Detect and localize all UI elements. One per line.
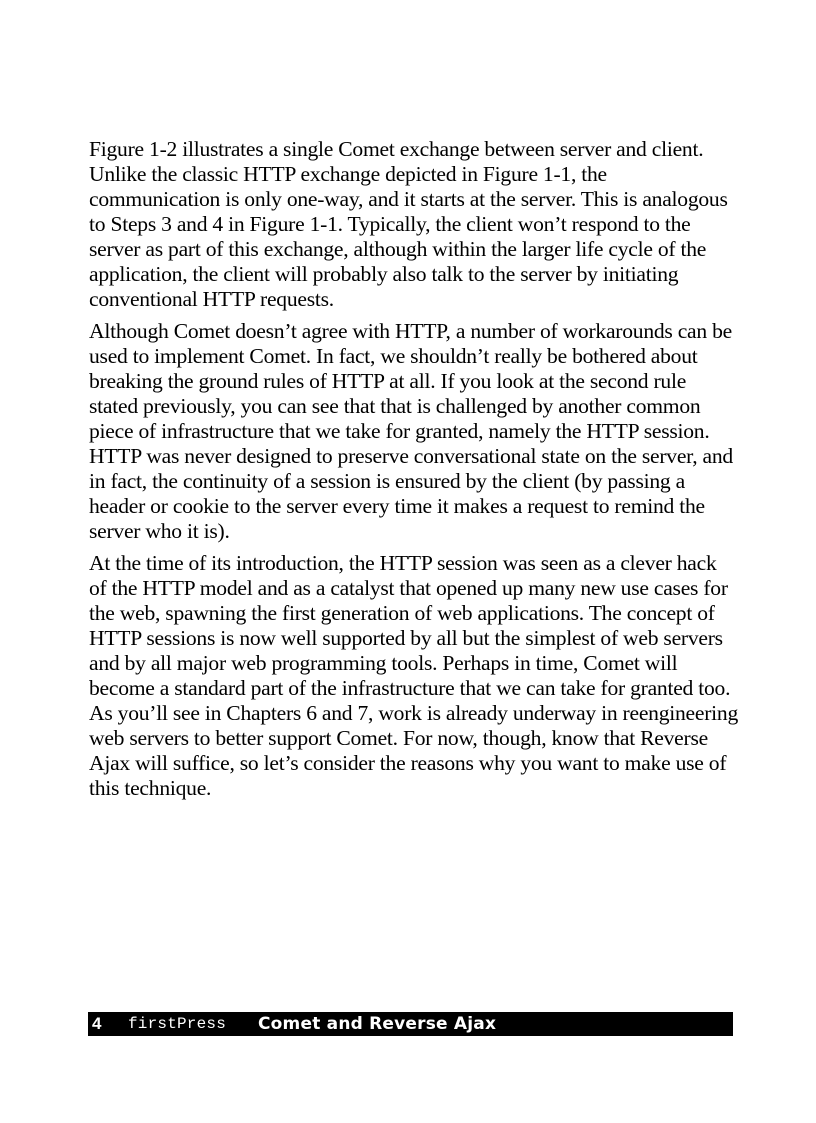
body-text <box>89 137 739 808</box>
paragraph: Although Comet doesn’t agree with HTTP, a number of workarounds can be used to implement Comet. In fact, we shouldn’t really be bothered about breaking the ground rules of HTTP at all. If you look at the second rule stated previously, you can see that that is challenged by another common piece of infrastructure that we take for granted, namely the HTTP session. HTTP was never designed to preserve conversational state on the server, and in fact, the continuity of a session is ensured by the client (by passing a header or cookie to the server every time it makes a request to remind the server who it is). <box>89 319 733 543</box>
page-footer <box>88 1012 733 1036</box>
paragraph: Figure 1-2 illustrates a single Comet exchange between server and client. Unlike the classic HTTP exchange depicted in Figure 1-1, the communication is only one-way, and it starts at the server. This is analogous to Steps 3 and 4 in Figure 1-1. Typically, the client won’t respond to the server as part of this exchange, although within the larger life cycle of the application, the client will probably also talk to the server by initiating conventional HTTP requests. <box>89 137 728 311</box>
page-number: 4 <box>92 1014 102 1033</box>
series-brand: firstPress <box>128 1015 227 1033</box>
paragraph: At the time of its introduction, the HTTP session was seen as a clever hack of the HTTP model and as a catalyst that opened up many new use cases for the web, spawning the first generation of web applications. The concept of HTTP sessions is now well supported by all but the simplest of web servers and by all major web programming tools. Perhaps in time, Comet will become a standard part of the infrastructure that we can take for granted too. As you’ll see in Chapters 6 and 7, work is already underway in reengineering web servers to better support Comet. For now, though, know that Reverse Ajax will suffice, so let’s consider the reasons why you want to make use of this technique. <box>89 551 739 800</box>
book-title: Comet and Reverse Ajax <box>258 1014 497 1034</box>
